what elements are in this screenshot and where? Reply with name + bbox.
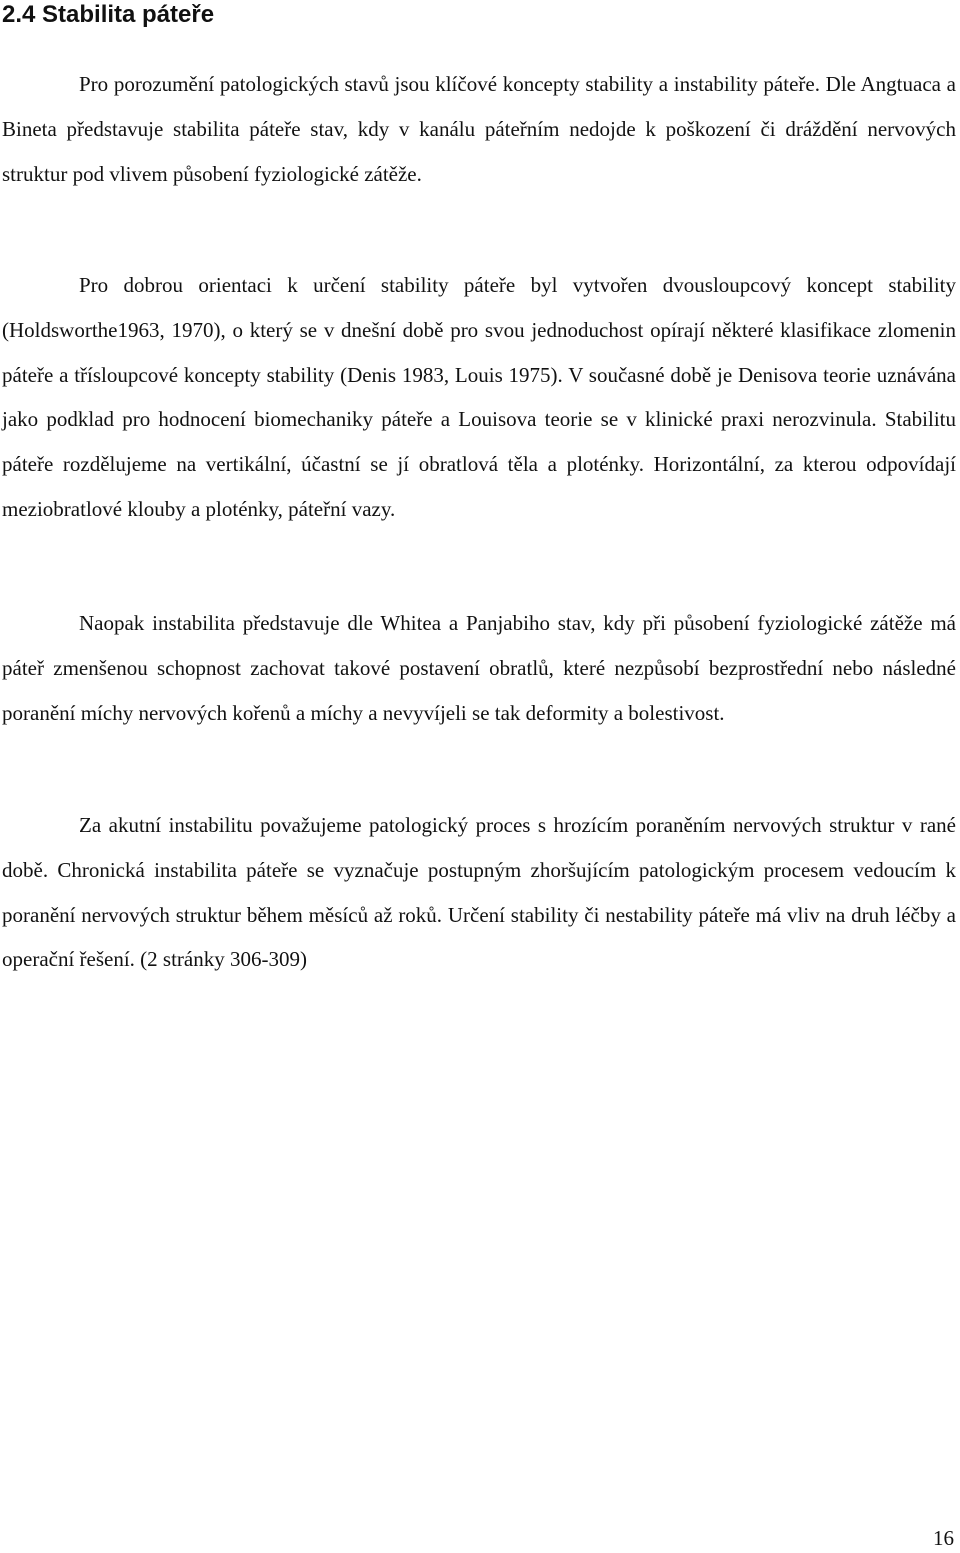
section-heading: 2.4 Stabilita páteře bbox=[2, 1, 215, 28]
page-number: 16 bbox=[933, 1526, 954, 1550]
paragraph-acute-chronic-instability: Za akutní instabilitu považujeme patologický proces s hrozícím poraněním nervových struktur v rané době. Chronická instabilita páteře se vyznačuje postupným zhoršujícím patologickým procesem vedoucím k poranění nervových struktur během měsíců až roků. Určení stability či nestability páteře má vliv na druh léčby a operační řešení. (2 stránky 306-309) bbox=[2, 813, 956, 972]
paragraph-column-concepts: Pro dobrou orientaci k určení stability páteře byl vytvořen dvousloupcový koncept stability (Holdsworthe1963, 1970), o který se v dnešní době pro svou jednoduchost opírají některé klasifikace zlomenin páteře a třísloupcové koncepty stability (Denis 1983, Louis 1975). V současné době je Denisova teorie uznávána jako podklad pro hodnocení biomechaniky páteře a Louisova teorie se v klinické praxi nerozvinula. Stabilitu páteře rozdělujeme na vertikální, účastní se jí obratlová těla a ploténky. Horizontální, za kterou odpovídají meziobratlové klouby a ploténky, páteřní vazy. bbox=[2, 273, 956, 521]
paragraph-stability-definition: Pro porozumění patologických stavů jsou klíčové koncepty stability a instability páteře. Dle Angtuaca a Bineta představuje stabilita páteře stav, kdy v kanálu páteřním nedojde k poškození či dráždění nervových struktur pod vlivem působení fyziologické zátěže. bbox=[2, 72, 956, 186]
paragraph-instability-definition: Naopak instabilita představuje dle Whitea a Panjabiho stav, kdy při působení fyziologické zátěže má páteř zmenšenou schopnost zachovat takové postavení obratlů, které nezpůsobí bezprostřední nebo následné poranění míchy nervových kořenů a míchy a nevyvíjeli se tak deformity a bolestivost. bbox=[2, 611, 956, 725]
